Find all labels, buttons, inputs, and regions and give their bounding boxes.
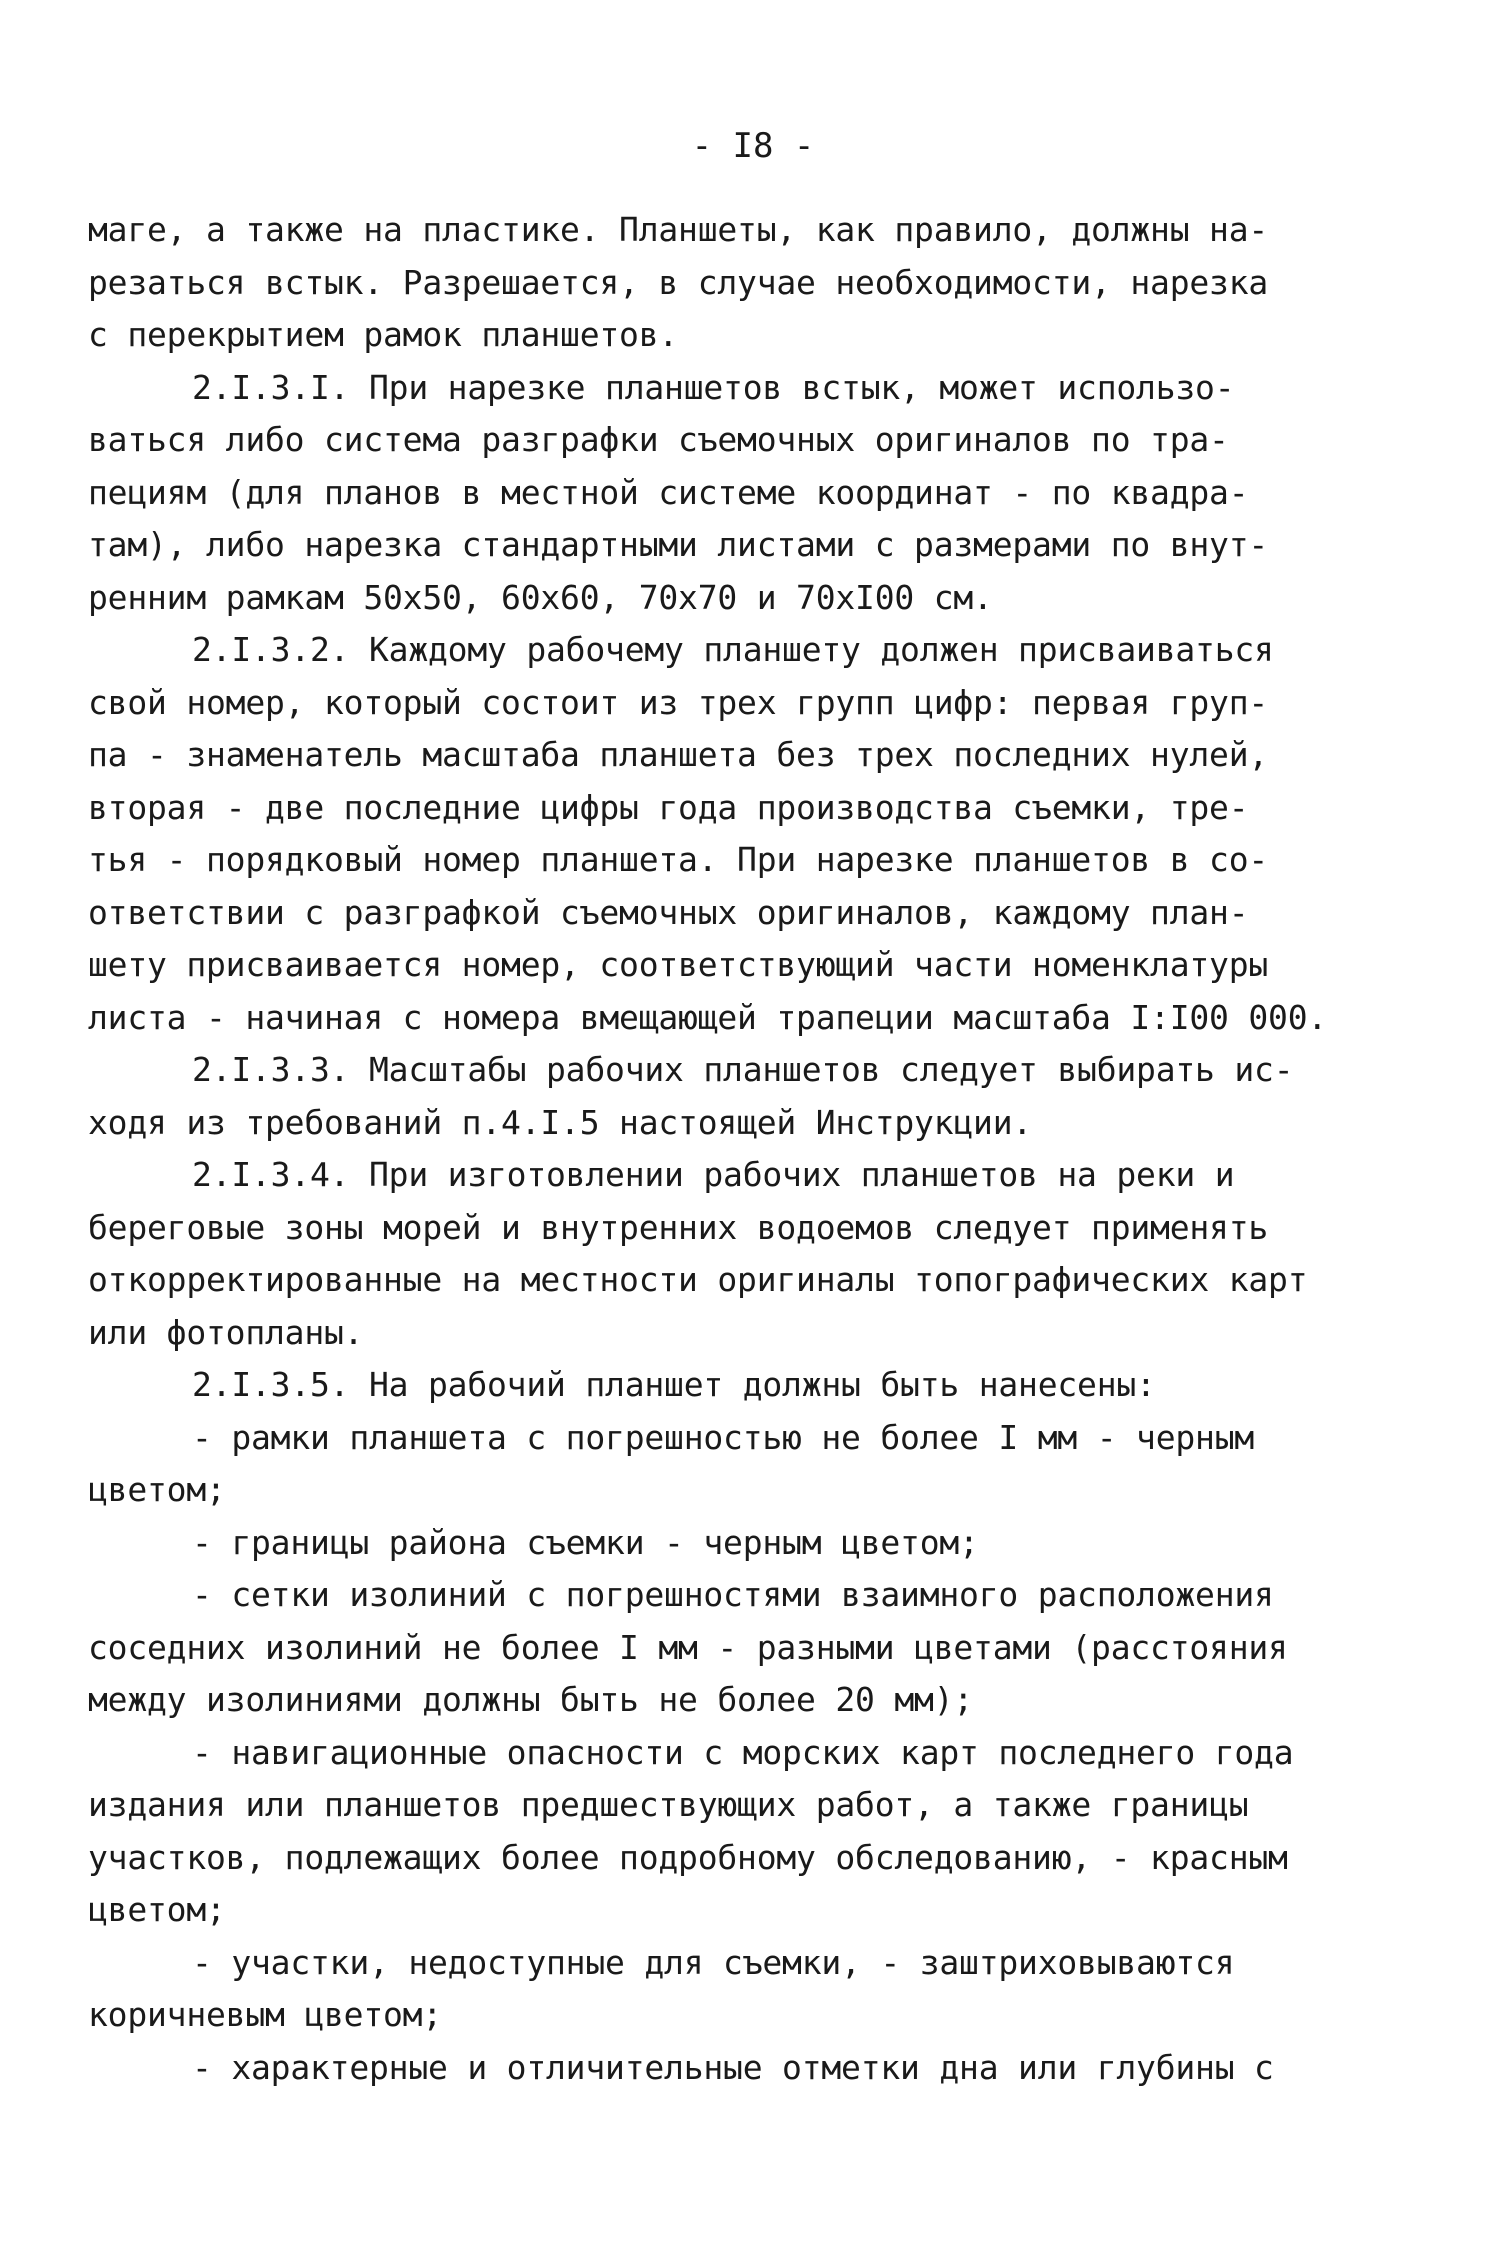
body-text xyxy=(88,204,1418,2094)
text-line: свой номер, который состоит из трех групп цифр: первая груп- xyxy=(88,682,1269,722)
text-line: цветом; xyxy=(88,1890,226,1929)
text-line: пециям (для планов в местной системе координат - по квадра- xyxy=(88,472,1249,512)
paragraph-2-1-3-1-start: 2.I.3.I. При нарезке планшетов встык, может использо- xyxy=(192,367,1235,407)
list-item-navigation-hazards: - навигационные опасности с морских карт последнего года xyxy=(192,1732,1294,1772)
text-line: вторая - две последние цифры года производства съемки, тре- xyxy=(88,787,1249,827)
text-line: ренним рамкам 50х50, 60х60, 70х70 и 70хI00 см. xyxy=(88,577,993,617)
text-line: там), либо нарезка стандартными листами с размерами по внут- xyxy=(88,525,1269,564)
paragraph-2-1-3-3-start: 2.I.3.3. Масштабы рабочих планшетов следует выбирать ис- xyxy=(192,1050,1294,1089)
text-line: участков, подлежащих более подробному обследованию, - красным xyxy=(88,1837,1288,1877)
text-line: листа - начиная с номера вмещающей трапеции масштаба I:I00 000. xyxy=(88,997,1328,1037)
list-item-survey-boundaries: - границы района съемки - черным цветом; xyxy=(192,1522,979,1562)
text-line: ходя из требований п.4.I.5 настоящей Инструкции. xyxy=(88,1102,1033,1142)
text-line: с перекрытием рамок планшетов. xyxy=(88,315,679,354)
text-line: или фотопланы. xyxy=(88,1312,364,1352)
paragraph-2-1-3-2-start: 2.I.3.2. Каждому рабочему планшету должен присваиваться xyxy=(192,630,1274,669)
text-line: шету присваивается номер, соответствующий части номенклатуры xyxy=(88,945,1269,984)
page-number: - I8 - xyxy=(691,126,815,166)
text-line: между изолиниями должны быть не более 20 мм); xyxy=(88,1680,974,1719)
text-line: резаться встык. Разрешается, в случае необходимости, нарезка xyxy=(88,262,1269,302)
text-line: па - знаменатель масштаба планшета без трех последних нулей, xyxy=(88,735,1269,774)
text-line: откорректированные на местности оригиналы топографических карт xyxy=(88,1260,1308,1299)
list-item-inaccessible-areas: - участки, недоступные для съемки, - заштриховываются xyxy=(192,1942,1235,1982)
text-line: издания или планшетов предшествующих работ, а также границы xyxy=(88,1785,1249,1824)
text-line: маге, а также на пластике. Планшеты, как правило, должны на- xyxy=(88,210,1269,249)
list-item-frames: - рамки планшета с погрешностью не более I мм - черным xyxy=(192,1417,1255,1457)
text-line: ваться либо система разграфки съемочных оригиналов по тра- xyxy=(88,420,1229,459)
text-line: соседних изолиний не более I мм - разными цветами (расстояния xyxy=(88,1627,1288,1667)
text-line: береговые зоны морей и внутренних водоемов следует применять xyxy=(88,1207,1269,1247)
text-line: цветом; xyxy=(88,1470,226,1509)
paragraph-2-1-3-4-start: 2.I.3.4. При изготовлении рабочих планшетов на реки и xyxy=(192,1155,1235,1194)
list-item-characteristic-marks: - характерные и отличительные отметки дна или глубины с xyxy=(192,2047,1274,2087)
text-line: ответствии с разграфкой съемочных оригиналов, каждому план- xyxy=(88,892,1249,932)
list-item-isoline-grids: - сетки изолиний с погрешностями взаимного расположения xyxy=(192,1575,1274,1614)
text-line: коричневым цветом; xyxy=(88,1995,443,2034)
text-line: тья - порядковый номер планшета. При нарезке планшетов в со- xyxy=(88,840,1269,879)
paragraph-2-1-3-5-start: 2.I.3.5. На рабочий планшет должны быть нанесены: xyxy=(192,1365,1156,1404)
